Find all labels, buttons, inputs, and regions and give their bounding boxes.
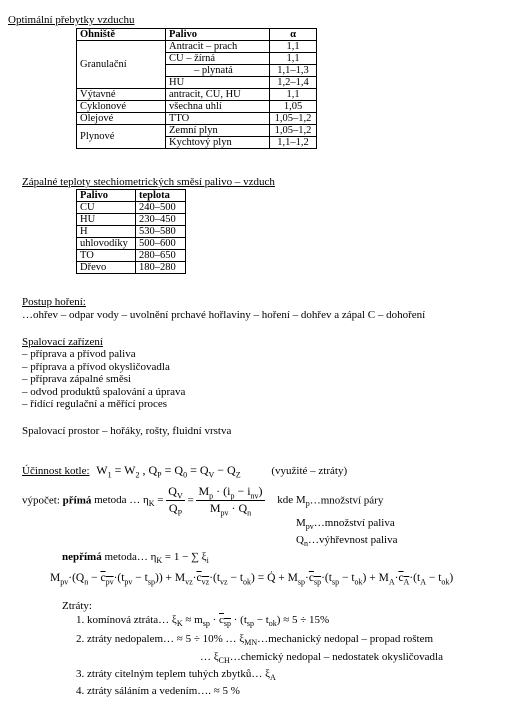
section-title-efficiency: Účinnost kotle: (22, 465, 90, 477)
mp-desc: …množství páry (309, 494, 384, 507)
cell-plynove: Plynové (77, 125, 166, 149)
loss-item: 3. ztráty citelným teplem tuhých zbytků… $\xi_A$ (76, 668, 276, 683)
calc-label: výpočet: (22, 494, 60, 507)
cell-palivo: CU – žírná (166, 53, 270, 65)
cell-alpha: 1,1 (270, 89, 317, 101)
losses-title: Ztráty: (62, 600, 92, 612)
section-title-devices: Spalovací zařízení (22, 336, 103, 348)
combustion-space: Spalovací prostor – hořáky, rošty, fluidní vrstva (22, 425, 232, 437)
direct-label: přímá (62, 494, 92, 507)
efficiency-line: Účinnost kotle: $W_1 = W_2$ , $Q_P = Q_0 = Q_V - Q_Z$ (využité – ztráty) (22, 463, 348, 480)
list-item: – příprava a přívod paliva (22, 348, 136, 360)
loss-item: … $\xi_{CH}\dots chemický$ nedopal – nedostatek okysličovadla (200, 651, 443, 666)
header-palivo: Palivo (77, 190, 136, 202)
cell-olejove: Olejové (77, 113, 166, 125)
frac-direct: $\frac{Q_V}{Q_P}$ (168, 484, 183, 518)
cell-temp: 530–580 (136, 226, 186, 238)
list-item: – příprava zápalné směsi (22, 373, 132, 385)
cell-temp: 230–450 (136, 214, 186, 226)
burning-sequence: …ohřev – odpar vody – uvolnění prchavé hořlaviny – hoření – dohřev a zápal C – dohoření (22, 309, 426, 321)
cell-palivo: TTO (166, 113, 270, 125)
cell-temp: 500–600 (136, 238, 186, 250)
cell-temp: 180–280 (136, 262, 186, 274)
header-ohniste: Ohniště (77, 29, 166, 41)
cell-palivo: všechna uhlí (166, 101, 270, 113)
cell-cyklonove: Cyklonové (77, 101, 166, 113)
qn-line: $Q_n\dots výhřevnost$ paliva (296, 534, 398, 549)
indirect-label: nepřímá (62, 551, 102, 563)
device-list (22, 348, 185, 411)
cell-alpha: 1,2–1,4 (270, 77, 317, 89)
air-excess-table (76, 28, 317, 149)
cell-vytavne: Výtavné (77, 89, 166, 101)
cell-temp: 280–650 (136, 250, 186, 262)
indirect-method-line: nepřímá metoda… $\eta_K = 1$ − ∑ $\xi_i$ (62, 551, 209, 566)
frac-direct-expanded: $\frac{M_p \cdot (i_p - i_{nv})}{M_{pv} \cdot Q_n}$ (198, 484, 263, 518)
cell-palivo: Antracit – prach (166, 41, 270, 53)
section-title-air-excess: Optimální přebytky vzduchu (8, 14, 135, 26)
cell-alpha: 1,05–1,2 (270, 125, 317, 137)
cell-fuel: H (77, 226, 136, 238)
ignition-table (76, 189, 186, 274)
cell-palivo: antracit, CU, HU (166, 89, 270, 101)
cell-alpha: 1,05–1,2 (270, 113, 317, 125)
cell-palivo: HU (166, 77, 270, 89)
cell-fuel: HU (77, 214, 136, 226)
mpv-desc: …množství paliva (313, 517, 395, 529)
cell-fuel: CU (77, 202, 136, 214)
cell-palivo: – plynatá (166, 65, 270, 77)
header-teplota: teplota (136, 190, 186, 202)
cell-temp: 240–500 (136, 202, 186, 214)
direct-method-line: výpočet: přímá metoda … $\eta_K$ = $\frac{Q_V}{Q_P}$ = $\frac{M_p \cdot (i_p - i_{nv})}{M_{pv} \cdot Q_n}$ kde $M_p\dots množství$ páry (22, 484, 384, 518)
loss-item: 4. ztráty sáláním a vedením…. ≈ 5 % (76, 685, 240, 697)
list-item: – řídící regulační a měřící proces (22, 398, 168, 410)
section-title-burning: Postup hoření: (22, 296, 86, 308)
cell-alpha: 1,1 (270, 41, 317, 53)
cell-alpha: 1,05 (270, 101, 317, 113)
header-alpha: α (270, 29, 317, 41)
cell-palivo: Zemní plyn (166, 125, 270, 137)
list-item: – příprava a přívod okysličovadla (22, 360, 170, 373)
cell-fuel: TO (77, 250, 136, 262)
mpv-line: $M_{pv}\dots množství$ paliva (296, 517, 395, 532)
list-item: – odvod produktů spalování a úprava (22, 385, 186, 398)
loss-item: 1. komínová ztráta… $\xi_K \approx m_{sp} \cdot c_{sp} \cdot (t_{sp} - t_{ok}) \approx 5 \div 15\%$ (76, 614, 330, 629)
qn-desc: …výhřevnost paliva (307, 534, 398, 546)
cell-fuel: Dřevo (77, 262, 136, 274)
cell-fuel: uhlovodíky (77, 238, 136, 250)
cell-alpha: 1,1–1,3 (270, 65, 317, 77)
energy-balance-equation: $M_{pv}\cdot(Q_n - c_{pv}\cdot(t_{pv} - t_{sp})) + M_{vz}\cdot c_{vz}\cdot(t_{vz} - t_{ok})$ = Q̇ + $M_{sp}\cdot c_{sp}\cdot(t_{sp} - t_{ok}) + M_A\cdot c_A\cdot(t_A - t_{ok})$ (50, 572, 454, 587)
cell-palivo: Kychtový plyn (166, 137, 270, 149)
loss-item: 2. ztráty nedopalem… ≈ 5 ÷ 10% … $\xi_{MN}\dots mechanický$ nedopal – propad roštem (76, 633, 434, 648)
header-palivo: Palivo (166, 29, 270, 41)
efficiency-note: (využité – ztráty) (271, 465, 348, 477)
cell-alpha: 1,1–1,2 (270, 137, 317, 149)
cell-alpha: 1,1 (270, 53, 317, 65)
cell-granulacni: Granulační (77, 41, 166, 89)
section-title-ignition: Zápalné teploty stechiometrických směsí palivo – vzduch (22, 176, 275, 188)
